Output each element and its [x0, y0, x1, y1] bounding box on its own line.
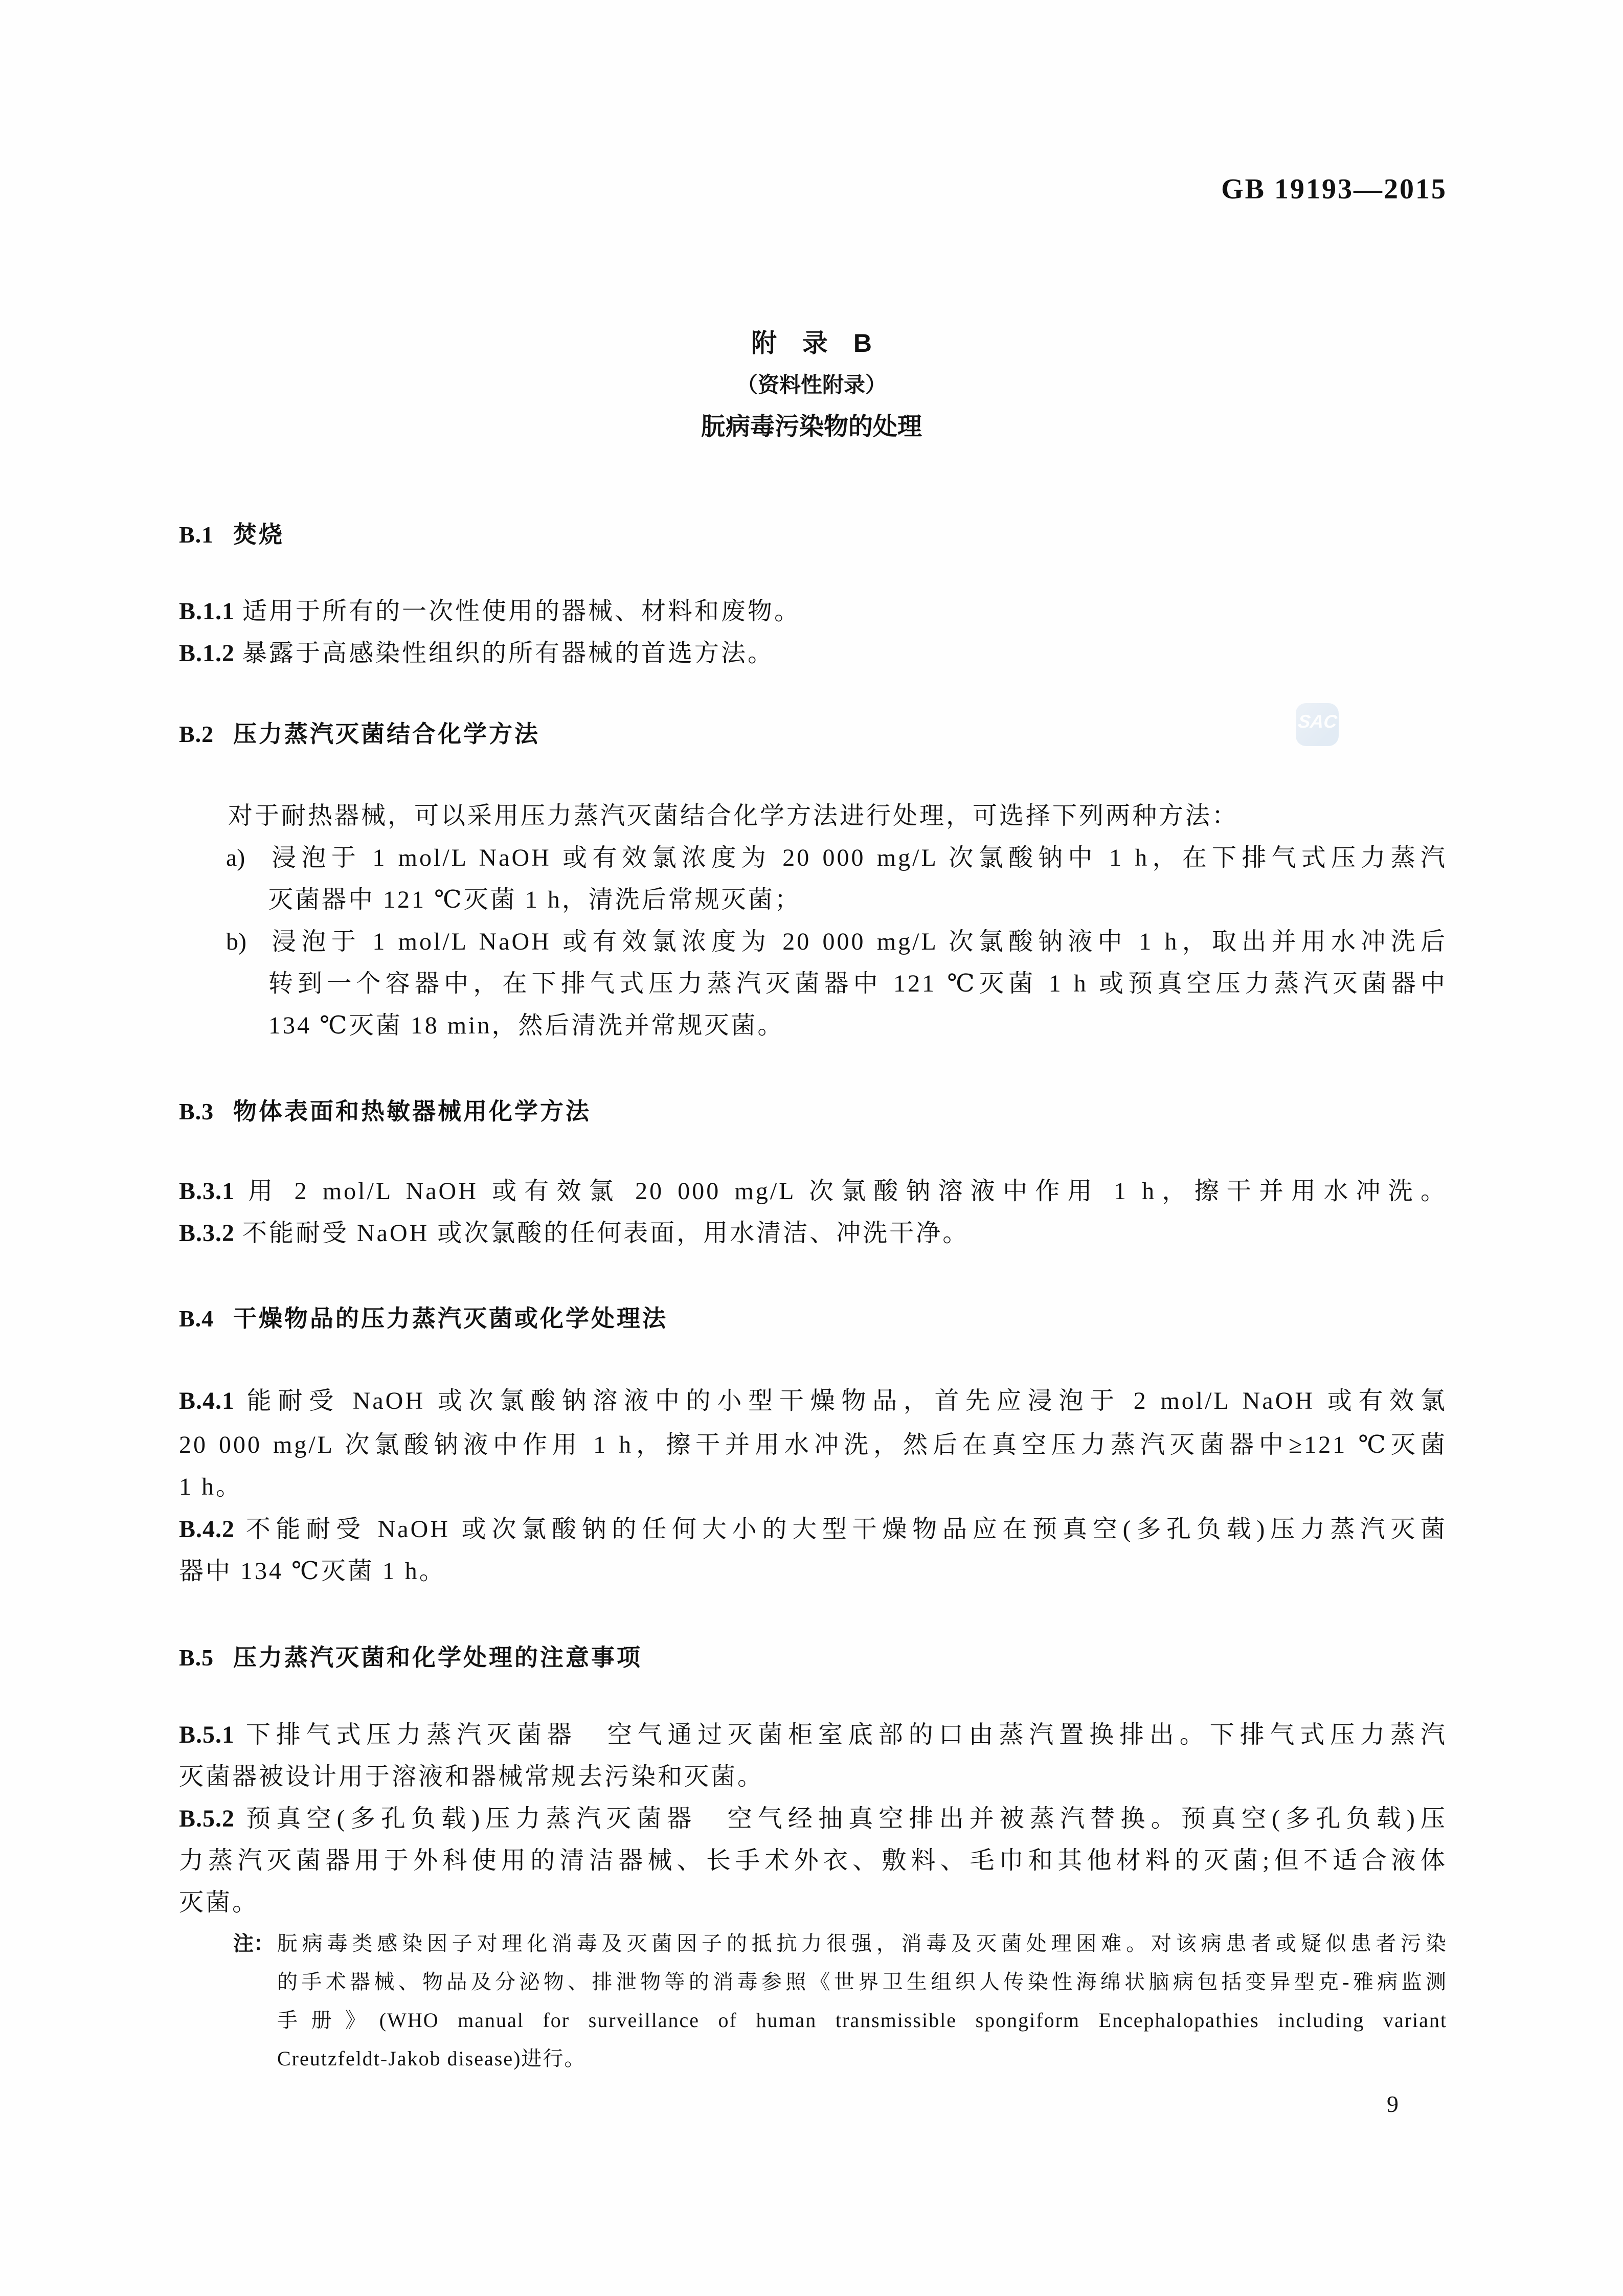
standard-code-header: GB 19193—2015 [1221, 173, 1447, 205]
section-number-b5: B.5 [179, 1645, 214, 1671]
section-title-b5: 压力蒸汽灭菌和化学处理的注意事项 [233, 1644, 642, 1671]
list-text-b1: 浸泡于 1 mol/L NaOH 或有效氯浓度为 20 000 mg/L 次氯酸钠液中 1 h，取出并用水冲洗后 [268, 928, 1447, 955]
paragraph-text-b12: 暴露于高感染性组织的所有器械的首选方法。 [242, 640, 775, 667]
list-item-b-line2: 转到一个容器中，在下排气式压力蒸汽灭菌器中 121 ℃灭菌 1 h 或预真空压力蒸汽灭菌器中 [268, 970, 1447, 997]
list-marker-b: b) [226, 928, 246, 955]
section-title-b4: 干燥物品的压力蒸汽灭菌或化学处理法 [233, 1305, 668, 1332]
section-heading-b1 [179, 513, 1447, 556]
note-line1: 朊病毒类感染因子对理化消毒及灭菌因子的抵抗力很强，消毒及灭菌处理困难。对该病患者或疑似患者污染 [277, 1932, 1447, 1955]
list-item-a-line2: 灭菌器中 121 ℃灭菌 1 h，清洗后常规灭菌； [268, 886, 801, 913]
paragraph-b41-line1 [179, 1380, 1447, 1422]
paragraph-number-b12: B.1.2 [179, 640, 235, 667]
paragraph-number-b11: B.1.1 [179, 598, 235, 625]
section-number-b3: B.3 [179, 1098, 214, 1124]
paragraph-text-b31: 用 2 mol/L NaOH 或有效氯 20 000 mg/L 次氯酸钠溶液中作用 1 h，擦干并用水冲洗。 [242, 1178, 1447, 1205]
page-number: 9 [1387, 2091, 1399, 2117]
paragraph-b52-line3: 灭菌。 [179, 1889, 259, 1916]
section-heading-b5 [179, 1636, 1447, 1679]
section-title-b1: 焚烧 [233, 521, 284, 548]
section-heading-b2 [179, 713, 1447, 755]
list-text-a1: 浸泡于 1 mol/L NaOH 或有效氯浓度为 20 000 mg/L 次氯酸钠中 1 h，在下排气式压力蒸汽 [268, 844, 1447, 871]
paragraph-b2-intro: 对于耐热器械，可以采用压力蒸汽灭菌结合化学方法进行处理，可选择下列两种方法： [228, 802, 1239, 829]
note-line2: 的手术器械、物品及分泌物、排泄物等的消毒参照《世界卫生组织人传染性海绵状脑病包括变异型克-雅病监测 [277, 1970, 1447, 1993]
paragraph-b41-line3: 1 h。 [179, 1473, 243, 1500]
paragraph-number-b32: B.3.2 [179, 1220, 235, 1247]
paragraph-b51-line1 [179, 1714, 1447, 1756]
paragraph-b52-line1 [179, 1798, 1447, 1840]
paragraph-b52-line2: 力蒸汽灭菌器用于外科使用的清洁器械、长手术外衣、敷料、毛巾和其他材料的灭菌;但不适合液体 [179, 1847, 1447, 1874]
paragraph-text-b42-l1: 不能耐受 NaOH 或次氯酸钠的任何大小的大型干燥物品应在预真空(多孔负载)压力蒸汽灭菌 [242, 1516, 1447, 1543]
section-title-b2: 压力蒸汽灭菌结合化学方法 [233, 721, 540, 747]
paragraph-text-b11: 适用于所有的一次性使用的器械、材料和废物。 [242, 598, 801, 625]
list-item-b-line3: 134 ℃灭菌 18 min，然后清洗并常规灭菌。 [268, 1012, 784, 1039]
paragraph-b31 [179, 1170, 1447, 1212]
paragraph-number-b51: B.5.1 [179, 1721, 235, 1748]
list-marker-a: a) [226, 844, 245, 871]
paragraph-number-b52: B.5.2 [179, 1805, 235, 1832]
paragraph-text-b32: 不能耐受 NaOH 或次氯酸的任何表面，用水清洁、冲洗干净。 [242, 1220, 970, 1247]
paragraph-text-b41-l1: 能耐受 NaOH 或次氯酸钠溶液中的小型干燥物品，首先应浸泡于 2 mol/L NaOH 或有效氯 [242, 1387, 1447, 1414]
section-number-b4: B.4 [179, 1305, 214, 1332]
paragraph-number-b42: B.4.2 [179, 1516, 235, 1543]
note-line3: 手册》(WHO manual for surveillance of human transmissible spongiform Encephalopathies including variant [277, 2009, 1447, 2032]
note-label: 注： [233, 1932, 274, 1955]
paragraph-b32 [179, 1212, 1447, 1254]
paragraph-b51-line2: 灭菌器被设计用于溶液和器械常规去污染和灭菌。 [179, 1763, 764, 1790]
section-title-b3: 物体表面和热敏器械用化学方法 [233, 1098, 591, 1124]
paragraph-b11 [179, 591, 1447, 633]
paragraph-b42-line1 [179, 1509, 1447, 1550]
section-heading-b4 [179, 1297, 1447, 1340]
section-number-b1: B.1 [179, 522, 214, 548]
paragraph-number-b41: B.4.1 [179, 1387, 235, 1414]
sac-logo-text: SAC [1297, 711, 1338, 732]
note-line4: Creutzfeldt-Jakob disease)进行。 [277, 2047, 586, 2070]
paragraph-b41-line2: 20 000 mg/L 次氯酸钠液中作用 1 h，擦干并用水冲洗，然后在真空压力蒸汽灭菌器中≥121 ℃灭菌 [179, 1431, 1447, 1458]
section-number-b2: B.2 [179, 721, 214, 747]
appendix-type-label: （资料性附录） [736, 373, 887, 397]
paragraph-b12 [179, 633, 1447, 674]
paragraph-number-b31: B.3.1 [179, 1178, 235, 1205]
appendix-subject: 朊病毒污染物的处理 [701, 413, 922, 440]
paragraph-text-b51-l1: 下排气式压力蒸汽灭菌器 空气通过灭菌柜室底部的口由蒸汽置换排出。下排气式压力蒸汽 [242, 1721, 1447, 1748]
section-heading-b3 [179, 1090, 1447, 1133]
appendix-title: 附 录 B [751, 329, 872, 357]
paragraph-b42-line2: 器中 134 ℃灭菌 1 h。 [179, 1558, 446, 1585]
list-item-b-line1 [226, 921, 1447, 963]
list-item-a-line1 [226, 837, 1447, 879]
paragraph-text-b52-l1: 预真空(多孔负载)压力蒸汽灭菌器 空气经抽真空排出并被蒸汽替换。预真空(多孔负载)压 [242, 1805, 1447, 1832]
